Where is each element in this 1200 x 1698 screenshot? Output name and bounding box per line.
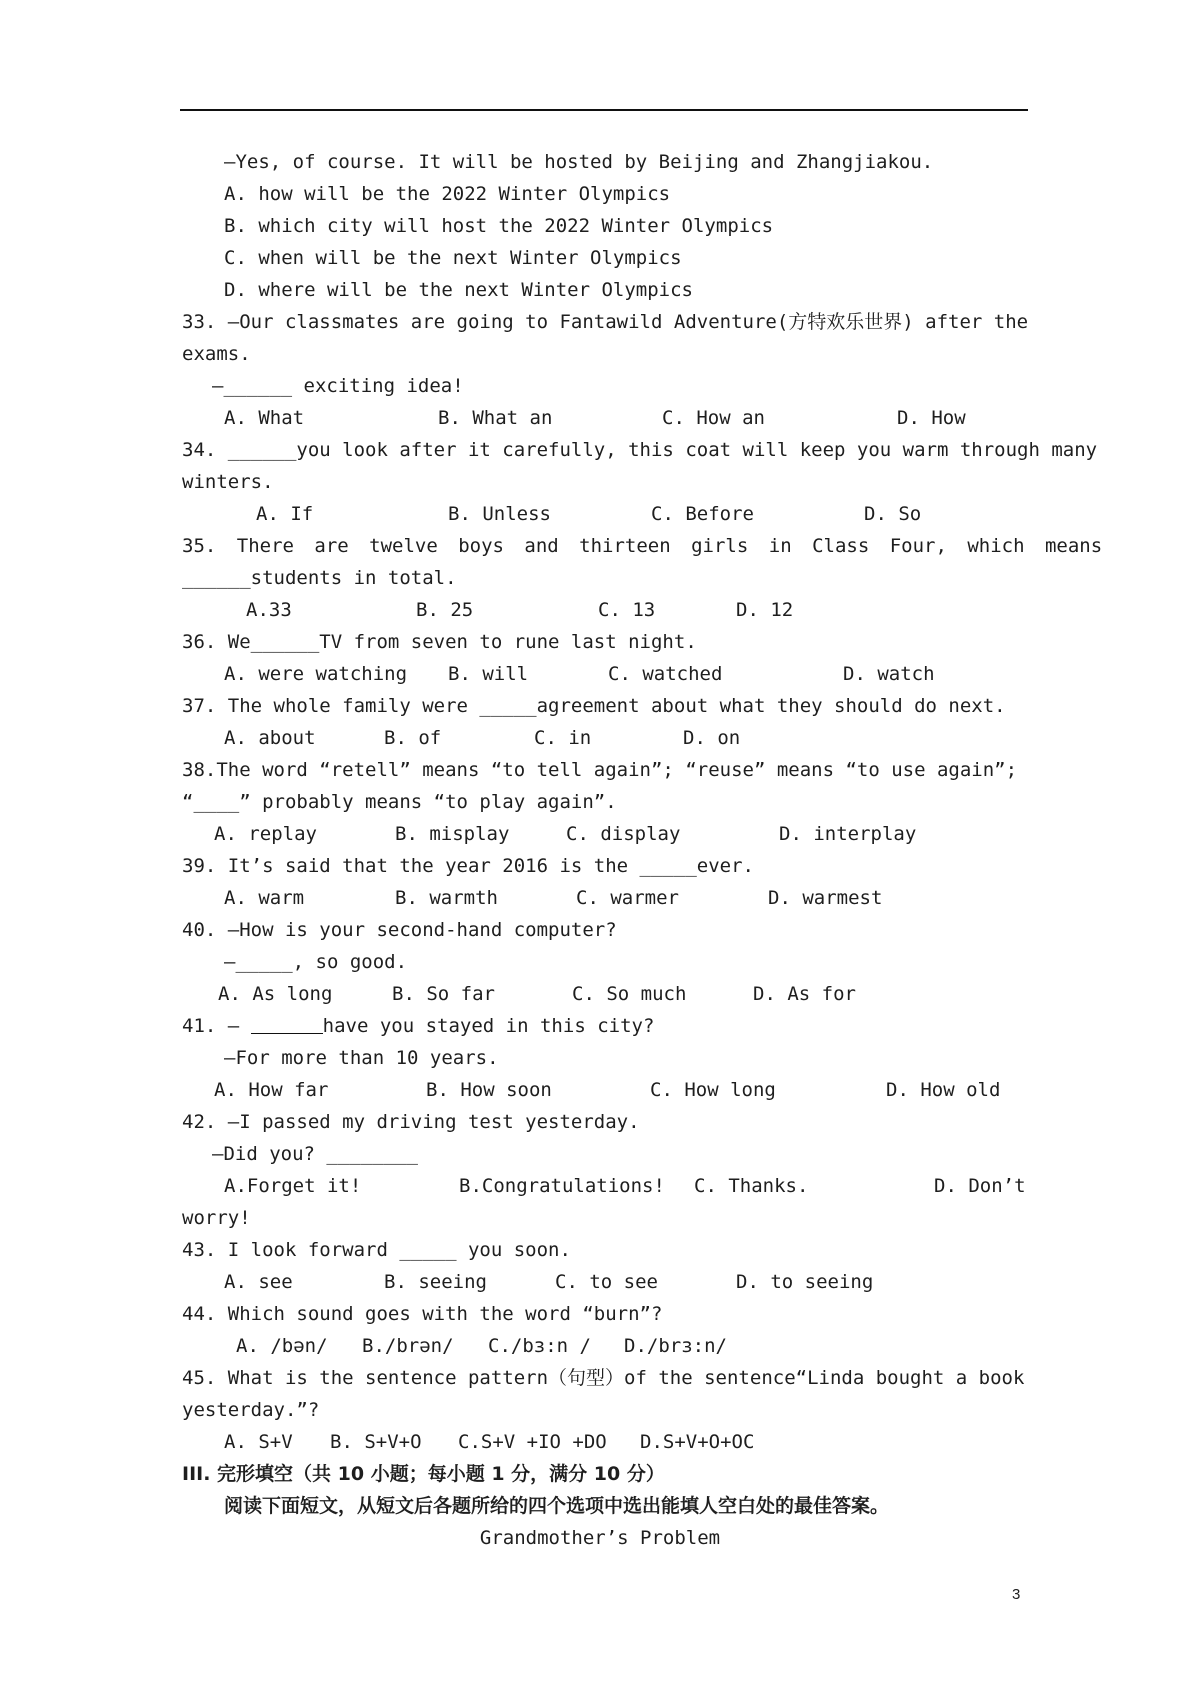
q34-stem: 34. ______you look after it carefully, this coat will keep you warm through many	[182, 439, 1098, 461]
q45-stem-cont: yesterday.”?	[182, 1399, 320, 1421]
q32-option-b: B. which city will host the 2022 Winter Olympics	[224, 215, 774, 237]
page-number: 3	[1012, 1586, 1021, 1603]
section-instruction: 阅读下面短文，从短文后各题所给的四个选项中选出能填人空白处的最佳答案。	[224, 1495, 890, 1517]
q36-option-c: C. watched	[608, 663, 723, 685]
q39-option-d: D. warmest	[768, 887, 883, 909]
q35-option-d: D. 12	[736, 599, 794, 621]
q39-stem: 39. It’s said that the year 2016 is the _____ever.	[182, 855, 754, 877]
q32-answer: —Yes, of course. It will be hosted by Beijing and Zhangjiakou.	[224, 151, 934, 173]
q38-option-d: D. interplay	[779, 823, 917, 845]
q43-option-c: C. to see	[555, 1271, 658, 1293]
q33-option-a: A. What	[224, 407, 305, 429]
q37-option-c: C. in	[534, 727, 592, 749]
q38-stem: 38.The word “retell” means “to tell again”; “reuse” means “to use again”;	[182, 759, 1018, 781]
q33-option-c: C. How an	[662, 407, 765, 429]
q42-option-d: D. Don’t	[934, 1175, 1026, 1197]
q38-option-c: C. display	[566, 823, 681, 845]
q33-stem: 33. —Our classmates are going to Fantawild Adventure(方特欢乐世界) after the	[182, 311, 1029, 333]
q44-option-c: C./bɜ:n /	[488, 1335, 591, 1357]
q42-stem: 42. —I passed my driving test yesterday.	[182, 1111, 640, 1133]
q35-stem: 35. There are twelve boys and thirteen girls in Class Four, which means	[182, 535, 1103, 557]
q33-option-b: B. What an	[438, 407, 553, 429]
q45-stem: 45. What is the sentence pattern（句型）of the sentence“Linda bought a book	[182, 1367, 1025, 1389]
q32-option-c: C. when will be the next Winter Olympics	[224, 247, 682, 269]
q39-option-b: B. warmth	[395, 887, 498, 909]
q42-option-c: C. Thanks.	[694, 1175, 809, 1197]
q41-reply: —For more than 10 years.	[224, 1047, 499, 1069]
q44-stem: 44. Which sound goes with the word “burn”?	[182, 1303, 663, 1325]
q40-stem: 40. —How is your second-hand computer?	[182, 919, 617, 941]
q35-option-c: C. 13	[598, 599, 656, 621]
q34-option-a: A. If	[256, 503, 314, 525]
q39-option-a: A. warm	[224, 887, 305, 909]
q41-option-d: D. How old	[886, 1079, 1001, 1101]
q42-option-a: A.Forget it!	[224, 1175, 362, 1197]
q33-stem-cont: exams.	[182, 343, 251, 365]
q37-stem: 37. The whole family were _____agreement about what they should do next.	[182, 695, 1006, 717]
q34-stem-cont: winters.	[182, 471, 274, 493]
q36-option-a: A. were watching	[224, 663, 408, 685]
q32-option-d: D. where will be the next Winter Olympics	[224, 279, 693, 301]
q43-option-b: B. seeing	[384, 1271, 487, 1293]
q37-option-a: A. about	[224, 727, 316, 749]
q36-option-b: B. will	[448, 663, 529, 685]
q36-option-d: D. watch	[843, 663, 935, 685]
q44-option-a: A. /bən/	[236, 1335, 328, 1357]
q40-option-d: D. As for	[753, 983, 856, 1005]
q44-option-d: D./brɜ:n/	[624, 1335, 727, 1357]
q36-stem: 36. We______TV from seven to rune last night.	[182, 631, 697, 653]
q41-stem	[182, 1014, 654, 1038]
q40-option-b: B. So far	[392, 983, 495, 1005]
passage-title: Grandmother’s Problem	[479, 1527, 721, 1549]
q43-stem: 43. I look forward _____ you soon.	[182, 1239, 571, 1261]
q41-suffix: have you stayed in this city?	[322, 1015, 655, 1037]
q40-reply: —_____, so good.	[224, 951, 408, 973]
q37-option-d: D. on	[683, 727, 741, 749]
q45-option-c: C.S+V +IO +DO	[458, 1431, 607, 1453]
q44-option-b: B./brən/	[362, 1335, 454, 1357]
q38-option-a: A. replay	[214, 823, 317, 845]
q37-option-b: B. of	[384, 727, 442, 749]
q33-reply: —______ exciting idea!	[212, 375, 464, 397]
q40-option-a: A. As long	[218, 983, 333, 1005]
q34-option-c: C. Before	[651, 503, 754, 525]
q43-option-d: D. to seeing	[736, 1271, 874, 1293]
q45-option-d: D.S+V+O+OC	[640, 1431, 755, 1453]
q39-option-c: C. warmer	[576, 887, 679, 909]
q41-option-a: A. How far	[214, 1079, 329, 1101]
q42-option-d-cont: worry!	[182, 1207, 251, 1229]
q34-option-b: B. Unless	[448, 503, 551, 525]
q45-option-a: A. S+V	[224, 1431, 293, 1453]
q40-option-c: C. So much	[572, 983, 687, 1005]
q35-stem-cont: ______students in total.	[182, 567, 457, 589]
q32-option-a: A. how will be the 2022 Winter Olympics	[224, 183, 671, 205]
q41-option-c: C. How long	[650, 1079, 776, 1101]
q33-option-d: D. How	[897, 407, 966, 429]
q43-option-a: A. see	[224, 1271, 293, 1293]
q41-blank	[251, 1015, 323, 1034]
q38-option-b: B. misplay	[395, 823, 510, 845]
header-rule	[180, 109, 1028, 111]
q34-option-d: D. So	[864, 503, 922, 525]
q35-option-a: A.33	[246, 599, 292, 621]
q42-reply: —Did you? ________	[212, 1143, 418, 1165]
q42-option-b: B.Congratulations!	[459, 1175, 665, 1197]
q41-prefix: 41. —	[182, 1015, 240, 1037]
q45-option-b: B. S+V+O	[330, 1431, 422, 1453]
q41-option-b: B. How soon	[426, 1079, 552, 1101]
q35-option-b: B. 25	[416, 599, 474, 621]
section-heading: III. 完形填空（共 10 小题；每小题 1 分，满分 10 分）	[182, 1463, 665, 1485]
q38-stem-cont: “____” probably means “to play again”.	[182, 791, 617, 813]
